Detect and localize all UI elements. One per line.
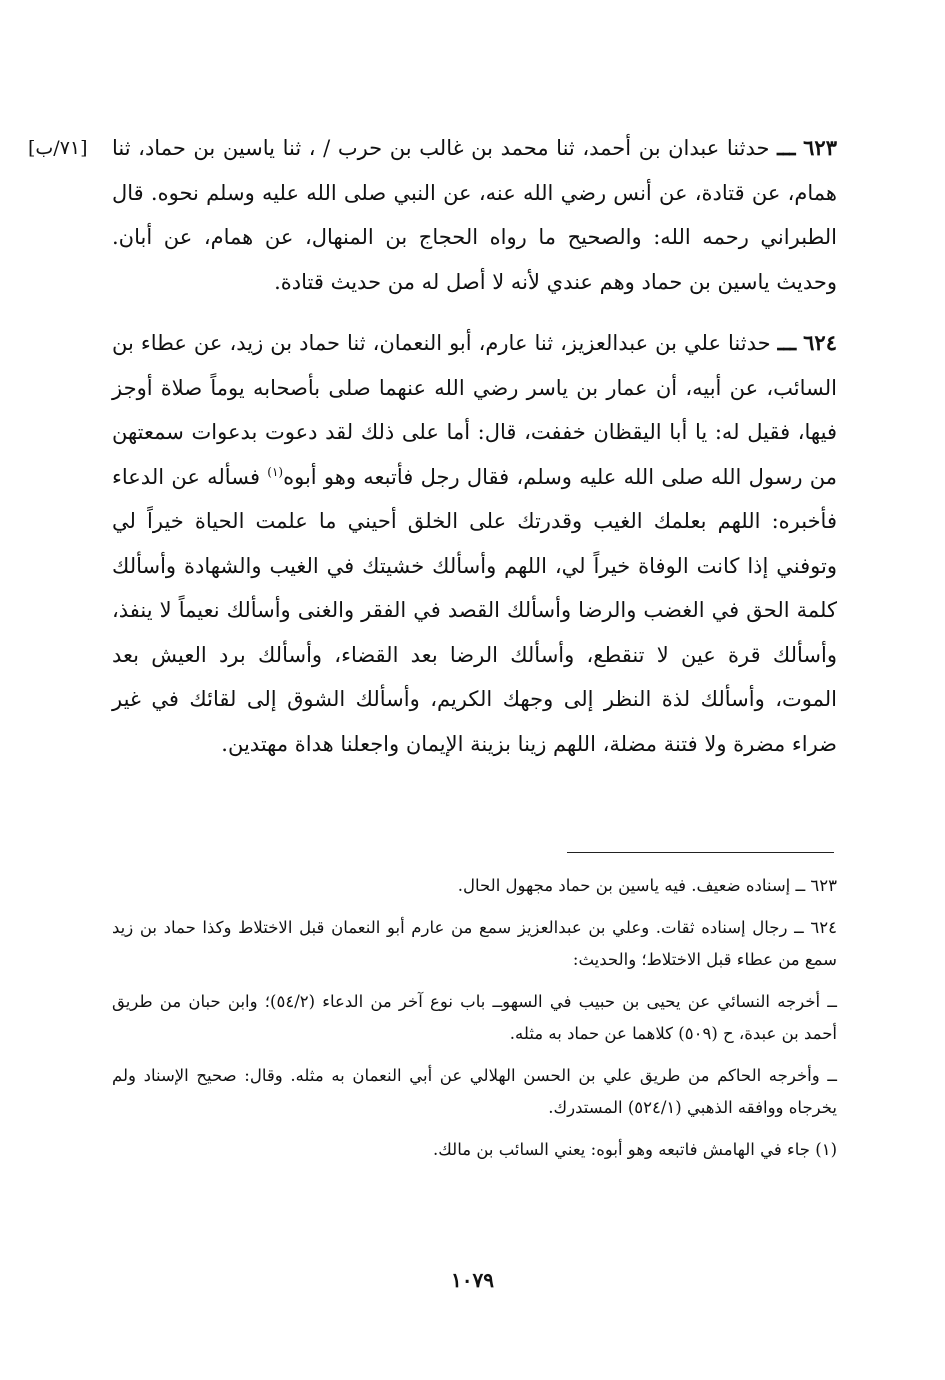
footnote-1: (١) جاء في الهامش فاتبعه وهو أبوه: يعني السائب بن مالك. xyxy=(433,1140,837,1159)
note-624-narrators: ٦٢٤ ــ رجال إسناده ثقات. وعلي بن عبدالعزيز سمع من عارم أبو النعمان قبل الاختلاط وكذا حماد بن زيد سمع من عطاء قبل الاختلاط؛ والحديث: xyxy=(112,918,837,969)
hadith-623 xyxy=(112,126,837,304)
manuscript-folio-reference: [٧١/ب] xyxy=(28,137,88,159)
hadith-dash: ـــ xyxy=(777,330,797,355)
note-624-hakim: ــ وأخرجه الحاكم من طريق علي بن الحسن الهلالي عن أبي النعمان به مثله. وقال: صحيح الإسناد ولم يخرجاه ووافقه الذهبي (٥٢٤/١) المستدرك. xyxy=(112,1066,837,1117)
footnote-reference[interactable]: (١) xyxy=(267,464,284,479)
hadith-dash: ـــ xyxy=(777,135,796,160)
hadith-number: ٦٢٤ xyxy=(803,330,837,355)
main-text xyxy=(112,126,837,783)
footnote-separator xyxy=(567,852,834,853)
hadith-text: حدثنا علي بن عبدالعزيز، ثنا عارم، أبو النعمان، ثنا حماد بن زيد، عن عطاء بن السائب، عن أبيه، أن عمار بن ياسر رضي الله عنهما صلى بأصحابه يوماً صلاة أوجز فيها، فقيل له: يا أبا اليقظان خففت، قال: أما على ذلك لقد دعوت بدعوات سمعتهن من رسول الله صلى الله عليه وسلم، فقال رجل فأتبعه وهو أبوه xyxy=(112,331,837,489)
note-623: ٦٢٣ ــ إسناده ضعيف. فيه ياسين بن حماد مجهول الحال. xyxy=(457,876,837,895)
hadith-text-continued: فسأله عن الدعاء فأخبره: اللهم بعلمك الغيب وقدرتك على الخلق أحيني ما علمت الحياة خيراً لي وتوفني إذا كانت الوفاة خيراً لي، اللهم وأسألك خشيتك في الغيب والشهادة وأسألك كلمة الحق في الغضب والرضا وأسألك القصد في الفقر والغنى وأسألك نعيماً لا ينفذ، وأسألك قرة عين لا تنقطع، وأسألك الرضا بعد القضاء، وأسألك برد العيش بعد الموت، وأسألك لذة النظر إلى وجهك الكريم، وأسألك الشوق إلى لقائك في غير ضراء مضرة ولا فتنة مضلة، اللهم زينا بزينة الإيمان واجعلنا هداة مهتدين. xyxy=(112,464,837,756)
hadith-text: حدثنا عبدان بن أحمد، ثنا محمد بن غالب بن حرب / ، ثنا ياسين بن حماد، ثنا همام، عن قتادة، عن أنس رضي الله عنه، عن النبي صلى الله عليه وسلم نحوه. قال الطبراني رحمه الله: والصحيح ما رواه الحجاج بن المنهال، عن همام، عن أبان. وحديث ياسين بن حماد وهم عندي لأنه لا أصل له من حديث قتادة. xyxy=(112,136,837,294)
hadith-624 xyxy=(112,321,837,766)
note-624-nasai: ــ أخرجه النسائي عن يحيى بن حبيب في السهوــ باب نوع آخر من الدعاء (٥٤/٢)؛ وابن حبان من طريق أحمد بن عبدة، ح (٥٠٩) كلاهما عن حماد به مثله. xyxy=(112,992,837,1043)
footnotes xyxy=(112,870,837,1176)
page-number: ١٠٧٩ xyxy=(451,1268,494,1292)
hadith-number: ٦٢٣ xyxy=(803,135,837,160)
